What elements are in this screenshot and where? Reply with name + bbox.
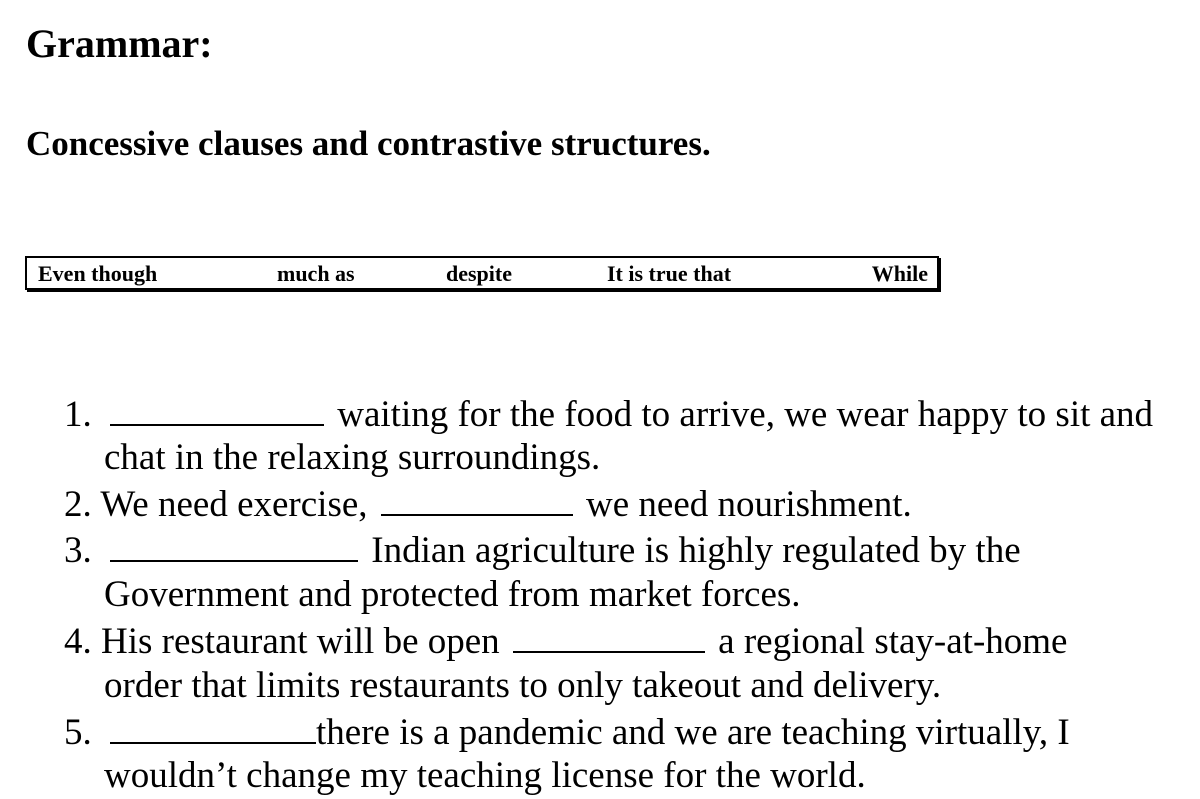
question-3-line-2: Government and protected from market forces. bbox=[104, 574, 801, 615]
word-bank-box bbox=[25, 256, 939, 290]
question-1-line-2: chat in the relaxing surroundings. bbox=[104, 437, 601, 478]
question-1-line-1 bbox=[64, 394, 1153, 433]
section-heading: Concessive clauses and contrastive structures. bbox=[26, 124, 711, 163]
word-bank-item-even-though: Even though bbox=[38, 261, 158, 286]
question-text: there is a pandemic and we are teaching virtually, I bbox=[316, 712, 1070, 753]
answer-blank[interactable] bbox=[110, 394, 324, 426]
question-text: Indian agriculture is highly regulated by the bbox=[371, 530, 1021, 571]
question-text: we need nourishment. bbox=[586, 484, 912, 525]
question-2-line-1 bbox=[64, 484, 912, 523]
question-4-line-1 bbox=[64, 621, 1067, 660]
question-3-line-1 bbox=[64, 530, 1021, 569]
question-text: a regional stay-at-home bbox=[718, 621, 1068, 662]
question-text: His restaurant will be open bbox=[101, 621, 500, 662]
word-bank-item-it-is-true-that: It is true that bbox=[607, 261, 732, 286]
answer-blank[interactable] bbox=[110, 530, 358, 562]
question-4-line-2: order that limits restaurants to only takeout and delivery. bbox=[104, 665, 942, 706]
word-bank-item-despite: despite bbox=[446, 261, 512, 286]
question-text: waiting for the food to arrive, we wear happy to sit and bbox=[337, 394, 1154, 435]
answer-blank[interactable] bbox=[110, 712, 316, 744]
page-title: Grammar: bbox=[26, 21, 213, 66]
word-bank-item-while: While bbox=[871, 261, 928, 286]
question-number: 2. bbox=[64, 484, 92, 525]
question-5-line-2: wouldn’t change my teaching license for the world. bbox=[104, 755, 866, 796]
question-number: 3. bbox=[64, 530, 92, 571]
question-5-line-1 bbox=[64, 712, 1070, 751]
question-number: 1. bbox=[64, 394, 92, 435]
question-number: 4. bbox=[64, 621, 92, 662]
word-bank-item-much-as: much as bbox=[277, 261, 355, 286]
answer-blank[interactable] bbox=[513, 621, 705, 653]
question-number: 5. bbox=[64, 712, 92, 753]
question-text: We need exercise, bbox=[100, 484, 368, 525]
answer-blank[interactable] bbox=[381, 484, 573, 516]
